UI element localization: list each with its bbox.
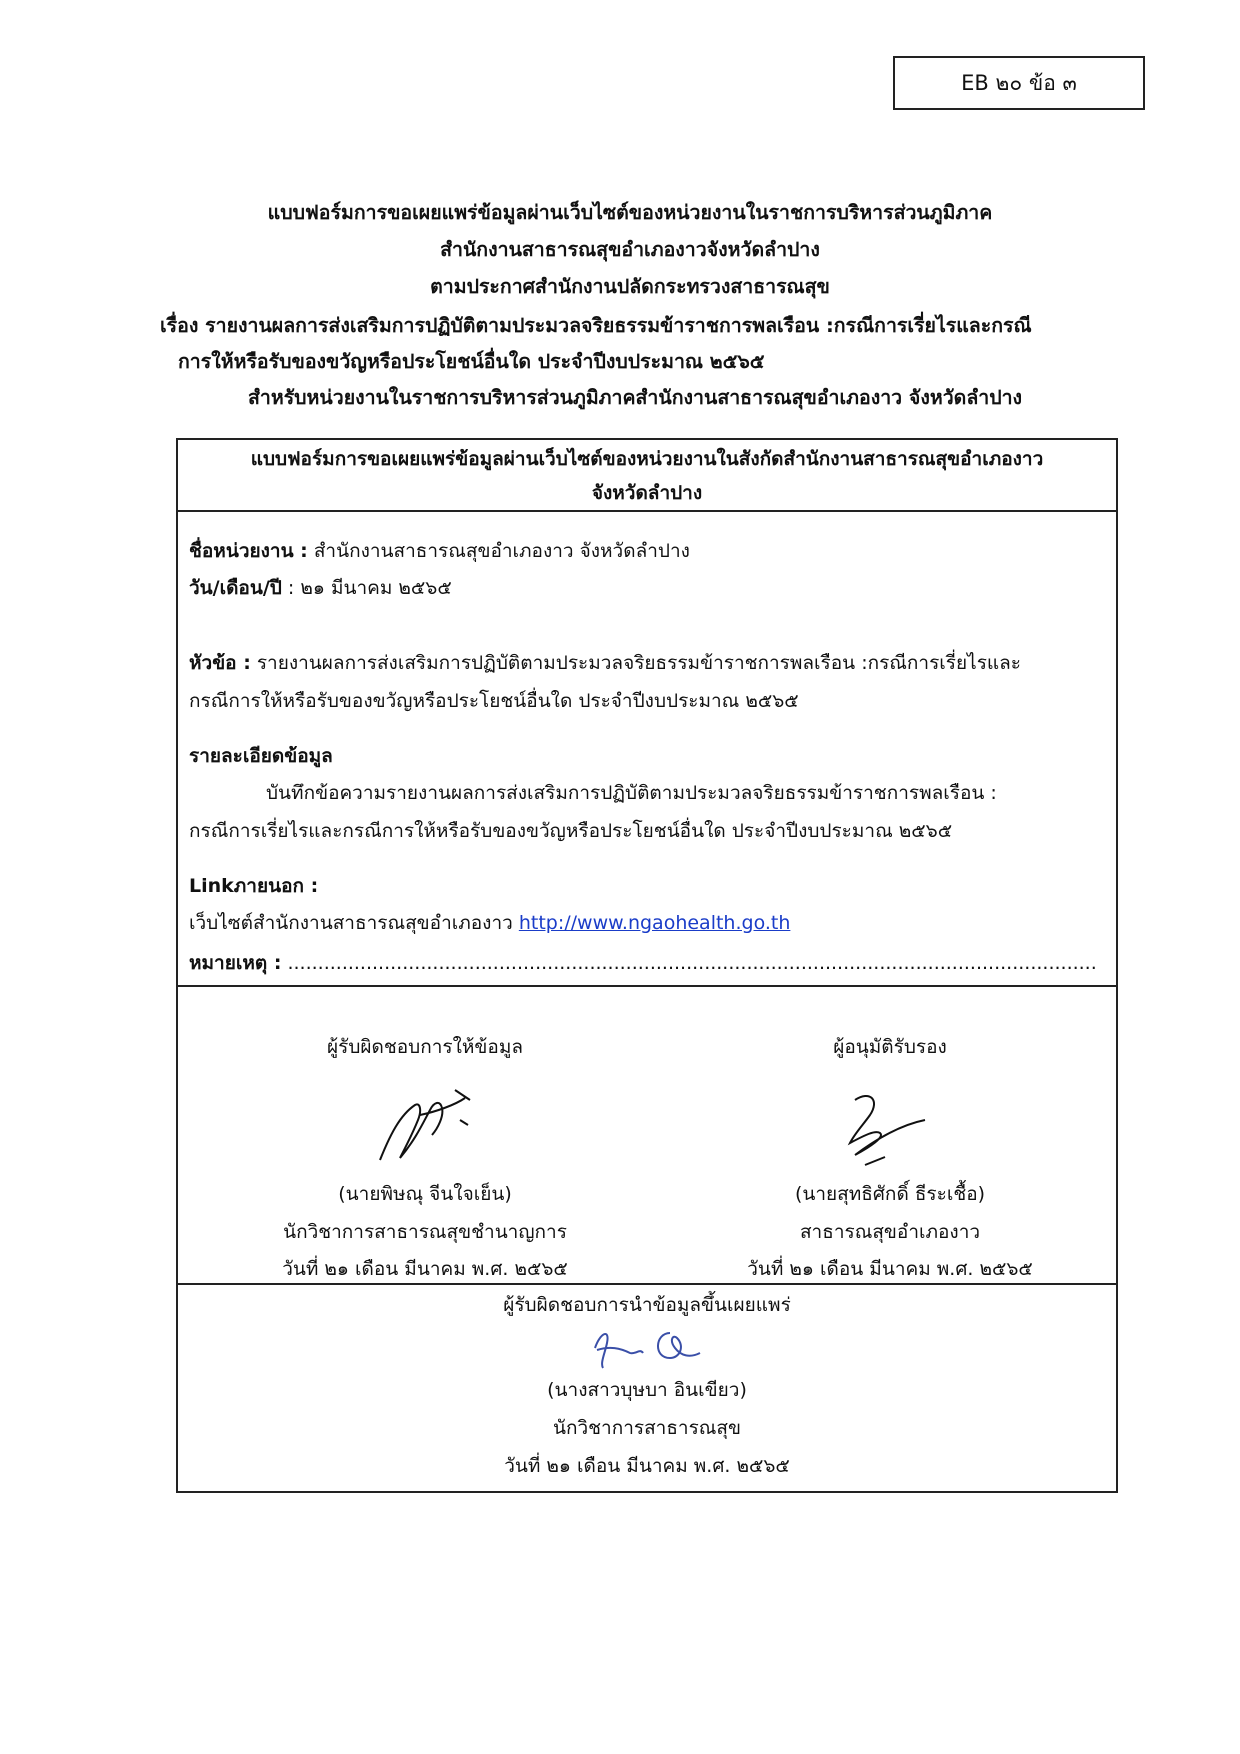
divider-title — [176, 510, 1118, 512]
bottom-signer-position: นักวิชาการสาธารณสุข — [552, 1417, 742, 1439]
date-value: : ๒๑ มีนาคม ๒๕๖๕ — [281, 577, 452, 599]
bottom-signer-name: (นางสาวบุษบา อินเขียว) — [547, 1379, 747, 1401]
right-signer-role: ผู้อนุมัติรับรอง — [833, 1036, 947, 1058]
bottom-signer-role: ผู้รับผิดชอบการนำข้อมูลขึ้นเผยแพร่ — [503, 1294, 791, 1316]
external-link-label: Linkภายนอก : — [189, 875, 319, 897]
left-signer-name: (นายพิษณุ จีนใจเย็น) — [338, 1183, 512, 1205]
heading-line-3: ตามประกาศสำนักงานปลัดกระทรวงสาธารณสุข — [430, 275, 830, 298]
reference-code-box — [893, 56, 1145, 110]
heading-scope-line: สำหรับหน่วยงานในราชการบริหารส่วนภูมิภาคสำนักงานสาธารณสุขอำเภองาว จังหวัดลำปาง — [248, 386, 1023, 409]
link-prefix: เว็บไซต์สำนักงานสาธารณสุขอำเภองาว — [189, 912, 519, 934]
bottom-signer-date: วันที่ ๒๑ เดือน มีนาคม พ.ศ. ๒๕๖๕ — [504, 1455, 790, 1477]
topic-label: หัวข้อ : — [189, 652, 251, 674]
date-label: วัน/เดือน/ปี — [189, 577, 282, 599]
left-signer-role: ผู้รับผิดชอบการให้ข้อมูล — [327, 1036, 523, 1058]
bottom-signature-image — [585, 1318, 725, 1378]
note-label: หมายเหตุ : — [189, 952, 282, 974]
reference-code: EB ๒๐ ข้อ ๓ — [961, 70, 1077, 95]
agency-value: สำนักงานสาธารณสุขอำเภองาว จังหวัดลำปาง — [307, 540, 690, 562]
left-signer-position: นักวิชาการสาธารณสุขชำนาญการ — [283, 1221, 567, 1243]
detail-line-2: กรณีการเรี่ยไรและกรณีการให้หรือรับของขวัญหรือประโยชน์อื่นใด ประจำปีงบประมาณ ๒๕๖๕ — [189, 820, 953, 842]
website-link[interactable]: http://www.ngaohealth.go.th — [518, 912, 791, 934]
note-dots: ...................................................................................................................................... — [281, 952, 1097, 974]
detail-label: รายละเอียดข้อมูล — [189, 745, 333, 767]
right-signer-date: วันที่ ๒๑ เดือน มีนาคม พ.ศ. ๒๕๖๕ — [747, 1258, 1033, 1280]
agency-label: ชื่อหน่วยงาน : — [189, 540, 308, 562]
detail-line-1: บันทึกข้อความรายงานผลการส่งเสริมการปฏิบัติตามประมวลจริยธรรมข้าราชการพลเรือน : — [266, 782, 997, 804]
right-signer-name: (นายสุทธิศักดิ์ ธีระเชื้อ) — [794, 1183, 986, 1205]
heading-line-2: สำนักงานสาธารณสุขอำเภองาวจังหวัดลำปาง — [440, 238, 820, 261]
heading-line-1: แบบฟอร์มการขอเผยแพร่ข้อมูลผ่านเว็บไซต์ของหน่วยงานในราชการบริหารส่วนภูมิภาค — [267, 201, 993, 224]
left-signature-image — [360, 1080, 490, 1170]
left-signer-date: วันที่ ๒๑ เดือน มีนาคม พ.ศ. ๒๕๖๕ — [282, 1258, 568, 1280]
heading-subject-line-2: การให้หรือรับของขวัญหรือประโยชน์อื่นใด ประจำปีงบประมาณ ๒๕๖๕ — [178, 350, 765, 373]
note-row — [189, 945, 1099, 981]
topic-line-1: รายงานผลการส่งเสริมการปฏิบัติตามประมวลจริยธรรมข้าราชการพลเรือน :กรณีการเรี่ยไรและ — [250, 652, 1021, 674]
right-signature-image — [825, 1085, 935, 1175]
topic-row — [189, 645, 1099, 681]
divider-details — [176, 985, 1118, 987]
topic-line-2: กรณีการให้หรือรับของขวัญหรือประโยชน์อื่นใด ประจำปีงบประมาณ ๒๕๖๕ — [189, 690, 799, 712]
right-signer-position: สาธารณสุขอำเภองาว — [799, 1221, 981, 1243]
external-link-row — [189, 905, 1099, 941]
agency-row — [189, 533, 1099, 569]
form-title-line-1: แบบฟอร์มการขอเผยแพร่ข้อมูลผ่านเว็บไซต์ของหน่วยงานในสังกัดสำนักงานสาธารณสุขอำเภองาว — [250, 448, 1044, 470]
form-title-line-2: จังหวัดลำปาง — [591, 482, 703, 504]
heading-subject-line-1: เรื่อง รายงานผลการส่งเสริมการปฏิบัติตามประมวลจริยธรรมข้าราชการพลเรือน :กรณีการเรี่ยไรและกรณี — [160, 314, 1032, 337]
date-row — [189, 570, 1099, 606]
